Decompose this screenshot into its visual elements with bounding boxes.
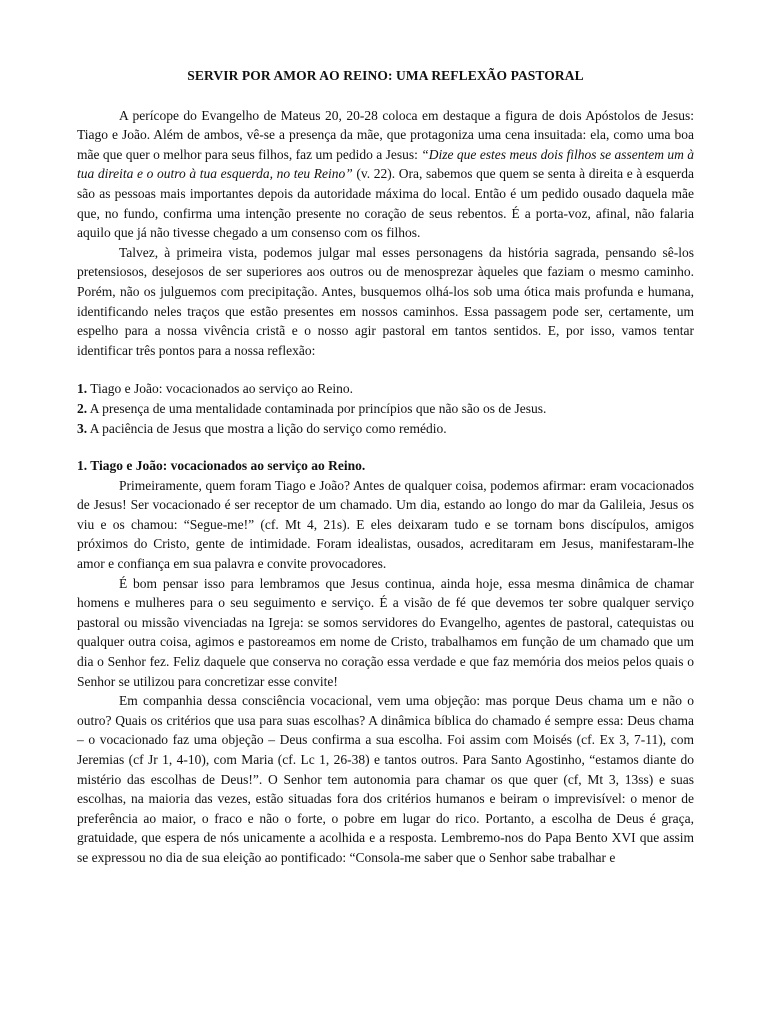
document-page <box>77 66 694 868</box>
document-title: SERVIR POR AMOR AO REINO: UMA REFLEXÃO PASTORAL <box>187 68 584 83</box>
intro-paragraph-2: Talvez, à primeira vista, podemos julgar mal esses personagens da história sagrada, pensando sê-los pretensiosos, desejosos de ser superiores aos outros ou de menosprezar àqueles que faziam o mesmo caminho. Porém, não os julguemos com precipitação. Antes, busquemos olhá-los sob uma ótica mais profunda e humana, identificando neles traços que estão presentes em nossos caminhos. Essa passagem pode ser, certamente, um espelho para a nossa vivência cristã e o nosso agir pastoral em tantos sentidos. E, por isso, vamos tentar identificar três pontos para a nossa reflexão: <box>77 244 694 358</box>
list-item <box>77 379 694 399</box>
list-item-text: A paciência de Jesus que mostra a lição do serviço como remédio. <box>87 420 447 436</box>
list-item <box>77 399 694 419</box>
intro-paragraph-1-text-a: A perícope do Evangelho de Mateus 20, 20-28 coloca em destaque a figura de dois Apóstolos de Jesus: Tiago e João. Além de ambos, vê-se a presença da mãe, que protagoniza uma cena insuitada: ela, como uma boa mãe que quer o melhor para seus filhos, faz um pedido a Jesus: <box>77 107 694 162</box>
list-item-text: Tiago e João: vocacionados ao serviço ao Reino. <box>87 381 353 397</box>
list-item-number: 2. <box>77 400 88 416</box>
list-item-text: A presença de uma mentalidade contaminada por princípios que não são os de Jesus. <box>87 400 547 416</box>
list-item <box>77 419 694 439</box>
intro-paragraph-1-quote: “Dize que estes meus dois filhos se assentem um à tua direita e o outro à tua esquerda, no teu Reino” <box>77 146 694 182</box>
section-1-heading: 1. Tiago e João: vocacionados ao serviço ao Reino. <box>77 458 366 474</box>
list-item-number: 3. <box>77 420 88 436</box>
intro-paragraph-1 <box>77 106 694 243</box>
list-item-number: 1. <box>77 381 88 397</box>
points-list <box>77 379 694 438</box>
intro-paragraph-1-text-b: (v. 22). Ora, sabemos que quem se senta à direita e à esquerda são as pessoas mais importantes depois da autoridade máxima do local. Então é um pedido ousado daquela mãe que, no fundo, confirma uma intenção presente no coração de seus rebentos. É a porta-voz, afinal, não falaria aquilo que já não tivesse chegado a um consenso com os filhos. <box>77 166 694 241</box>
section-1-paragraph-3: Em companhia dessa consciência vocacional, vem uma objeção: mas porque Deus chama um e não o outro? Quais os critérios que usa para suas escolhas? A dinâmica bíblica do chamado é sempre essa: Deus chama – o vocacionado faz uma objeção – Deus confirma a sua escolha. Foi assim com Moisés (cf. Ex 3, 7-11), com Jeremias (cf Jr 1, 4-10), com Maria (cf. Lc 1, 26-38) e tantos outros. Para Santo Agostinho, “estamos diante do mistério das escolhas de Deus!”. O Senhor tem autonomia para chamar os que quer (cf, Mt 3, 13ss) e suas escolhas, na maioria das vezes, estão situadas fora dos critérios humanos e beiram o imprevisível: o menor de preferência ao maior, o fraco e não o forte, o pobre em lugar do rico. Portanto, a escolha de Deus é graça, gratuidade, que espera de nós unicamente a acolhida e a resposta. Lembremo-nos do Papa Bento XVI que assim se expressou no dia de sua eleição ao pontificado: “Consola-me saber que o Senhor sabe trabalhar e <box>77 693 694 865</box>
section-1-paragraph-1: Primeiramente, quem foram Tiago e João? Antes de qualquer coisa, podemos afirmar: eram vocacionados de Jesus! Ser vocacionado é ser receptor de um chamado. Um dia, estando ao longo do mar da Galileia, Jesus os viu e os chamou: “Segue-me!” (cf. Mt 4, 21s). E eles deixaram tudo e se tornam bons discípulos, amigos próximos do Cristo, gente de intimidade. Foram idealistas, ousados, acreditaram em Jesus, manifestaram-lhe amor e confiança em sua palavra e convite provocadores. <box>77 477 694 572</box>
section-1-paragraph-2: É bom pensar isso para lembramos que Jesus continua, ainda hoje, essa mesma dinâmica de chamar homens e mulheres para o seu seguimento e serviço. É a visão de fé que devemos ter sobre qualquer serviço pastoral ou missão vivenciadas na Igreja: se somos servidores do Evangelho, agentes de pastoral, catequistas ou qualquer outra coisa, agimos e pastoreamos em nome de Cristo, trabalhamos em função de um chamado que um dia o Senhor fez. Feliz daquele que conserva no coração essa verdade e que faz memória dos meios pelos quais o Senhor se utilizou para concretizar esse convite! <box>77 575 694 689</box>
